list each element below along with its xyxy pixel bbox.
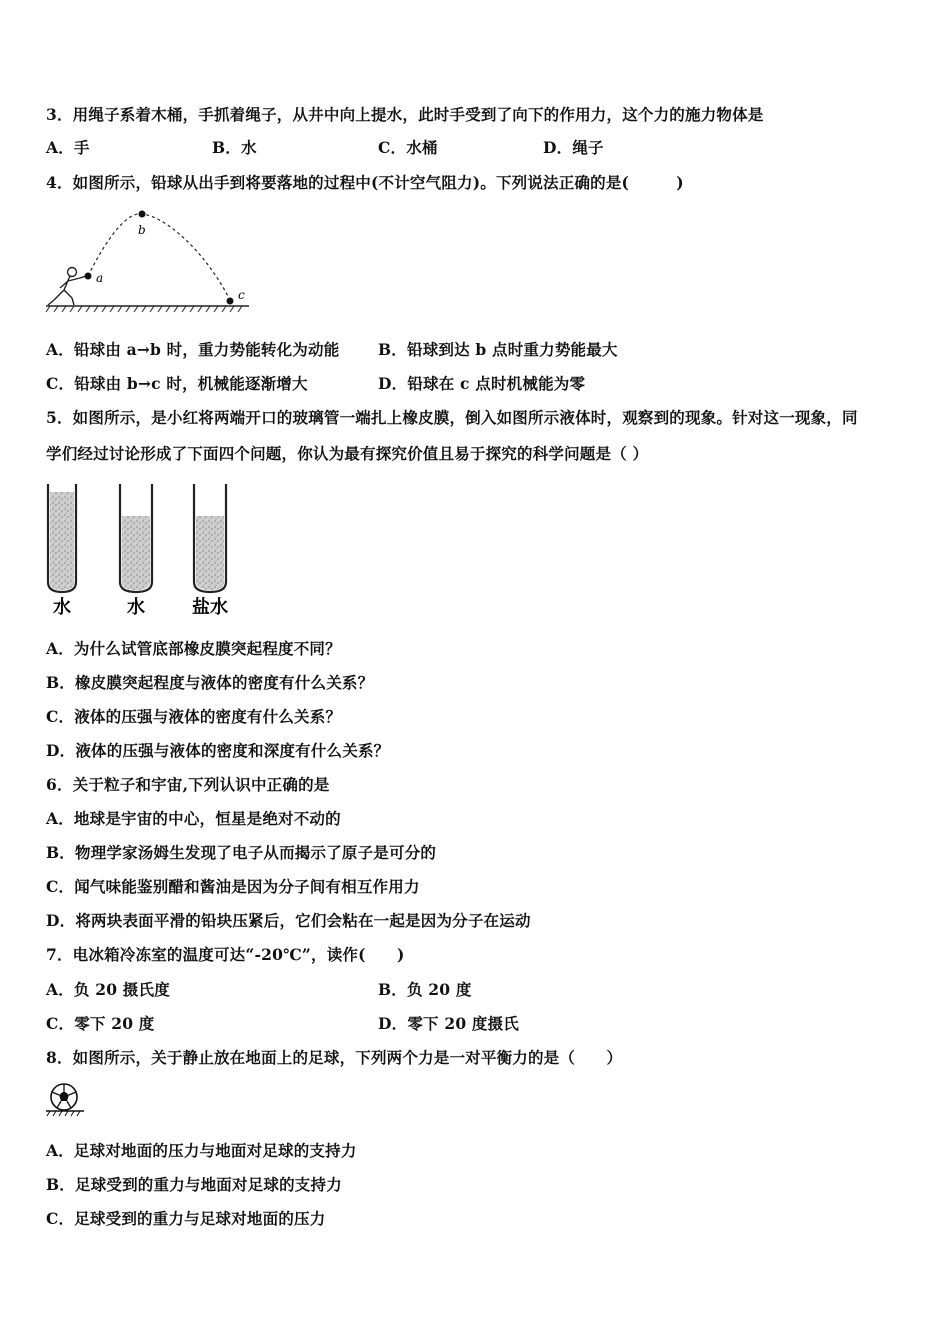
q5-stem-line1: 5．如图所示，是小红将两端开口的玻璃管一端扎上橡皮膜，倒入如图所示液体时，观察到的现象。针对这一现象，同 <box>46 408 858 427</box>
q5-option-d: D．液体的压强与液体的密度和深度有什么关系？ <box>46 741 390 760</box>
football-on-ground-figure <box>44 1082 86 1118</box>
q6-option-d: D．将两块表面平滑的铅块压紧后，它们会粘在一起是因为分子在运动 <box>46 911 531 930</box>
tube-3-saltwater <box>194 484 226 592</box>
point-b-label: b <box>138 223 146 237</box>
q8-option-c: C．足球受到的重力与足球对地面的压力 <box>46 1209 326 1228</box>
tube-1-water <box>48 484 76 592</box>
q6-option-c: C．闻气味能鉴别醋和酱油是因为分子间有相互作用力 <box>46 877 420 896</box>
q8-stem: 8．如图所示，关于静止放在地面上的足球，下列两个力是一对平衡力的是（ ） <box>46 1048 623 1067</box>
tube-2-water <box>120 484 152 592</box>
trajectory-path <box>88 214 230 300</box>
q3-option-a: A．手 <box>46 138 90 157</box>
tube-3-label: 盐水 <box>192 597 228 618</box>
q7-option-a: A．负 20 摄氏度 <box>46 980 170 999</box>
q7-option-c: C．零下 20 度 <box>46 1014 155 1033</box>
q3-option-b: B．水 <box>212 138 257 157</box>
q5-option-b: B．橡皮膜突起程度与液体的密度有什么关系？ <box>46 673 374 692</box>
tube-1-label: 水 <box>53 597 71 618</box>
tube-2-label: 水 <box>127 597 145 618</box>
q6-stem: 6．关于粒子和宇宙,下列认识中正确的是 <box>46 775 330 794</box>
test-tubes-figure <box>40 478 240 618</box>
q8-option-a: A．足球对地面的压力与地面对足球的支持力 <box>46 1141 357 1160</box>
q4-option-c: C．铅球由 b→c 时，机械能逐渐增大 <box>46 374 308 393</box>
q4-option-d: D．铅球在 c 点时机械能为零 <box>378 374 586 393</box>
q4-option-b: B．铅球到达 b 点时重力势能最大 <box>378 340 618 359</box>
q4-stem: 4．如图所示，铅球从出手到将要落地的过程中(不计空气阻力)。下列说法正确的是( ) <box>46 173 684 192</box>
q7-option-d: D．零下 20 度摄氏 <box>378 1014 520 1033</box>
thrower-figure <box>48 268 86 306</box>
q5-option-c: C．液体的压强与液体的密度有什么关系？ <box>46 707 342 726</box>
q3-stem: 3．用绳子系着木桶，手抓着绳子，从井中向上提水，此时手受到了向下的作用力，这个力的施力物体是 <box>46 105 764 124</box>
point-b-ball <box>139 211 146 218</box>
q5-option-a: A．为什么试管底部橡皮膜突起程度不同？ <box>46 639 341 658</box>
point-c-ball <box>227 298 234 305</box>
q6-option-b: B．物理学家汤姆生发现了电子从而揭示了原子是可分的 <box>46 843 437 862</box>
q4-option-a: A．铅球由 a→b 时，重力势能转化为动能 <box>46 340 340 359</box>
q7-stem: 7．电冰箱冷冻室的温度可达“-20℃”，读作( ) <box>46 945 405 964</box>
point-c-label: c <box>238 288 245 302</box>
q7-option-b: B．负 20 度 <box>378 980 472 999</box>
shot-put-trajectory-figure <box>44 204 254 314</box>
point-a-label: a <box>96 271 104 285</box>
q6-option-a: A．地球是宇宙的中心，恒星是绝对不动的 <box>46 809 341 828</box>
point-a-ball <box>85 273 92 280</box>
q3-option-c: C．水桶 <box>378 138 438 157</box>
q3-option-d: D．绳子 <box>543 138 604 157</box>
q8-option-b: B．足球受到的重力与地面对足球的支持力 <box>46 1175 342 1194</box>
q5-stem-line2: 学们经过讨论形成了下面四个问题，你认为最有探究价值且易于探究的科学问题是（ ） <box>46 444 649 463</box>
